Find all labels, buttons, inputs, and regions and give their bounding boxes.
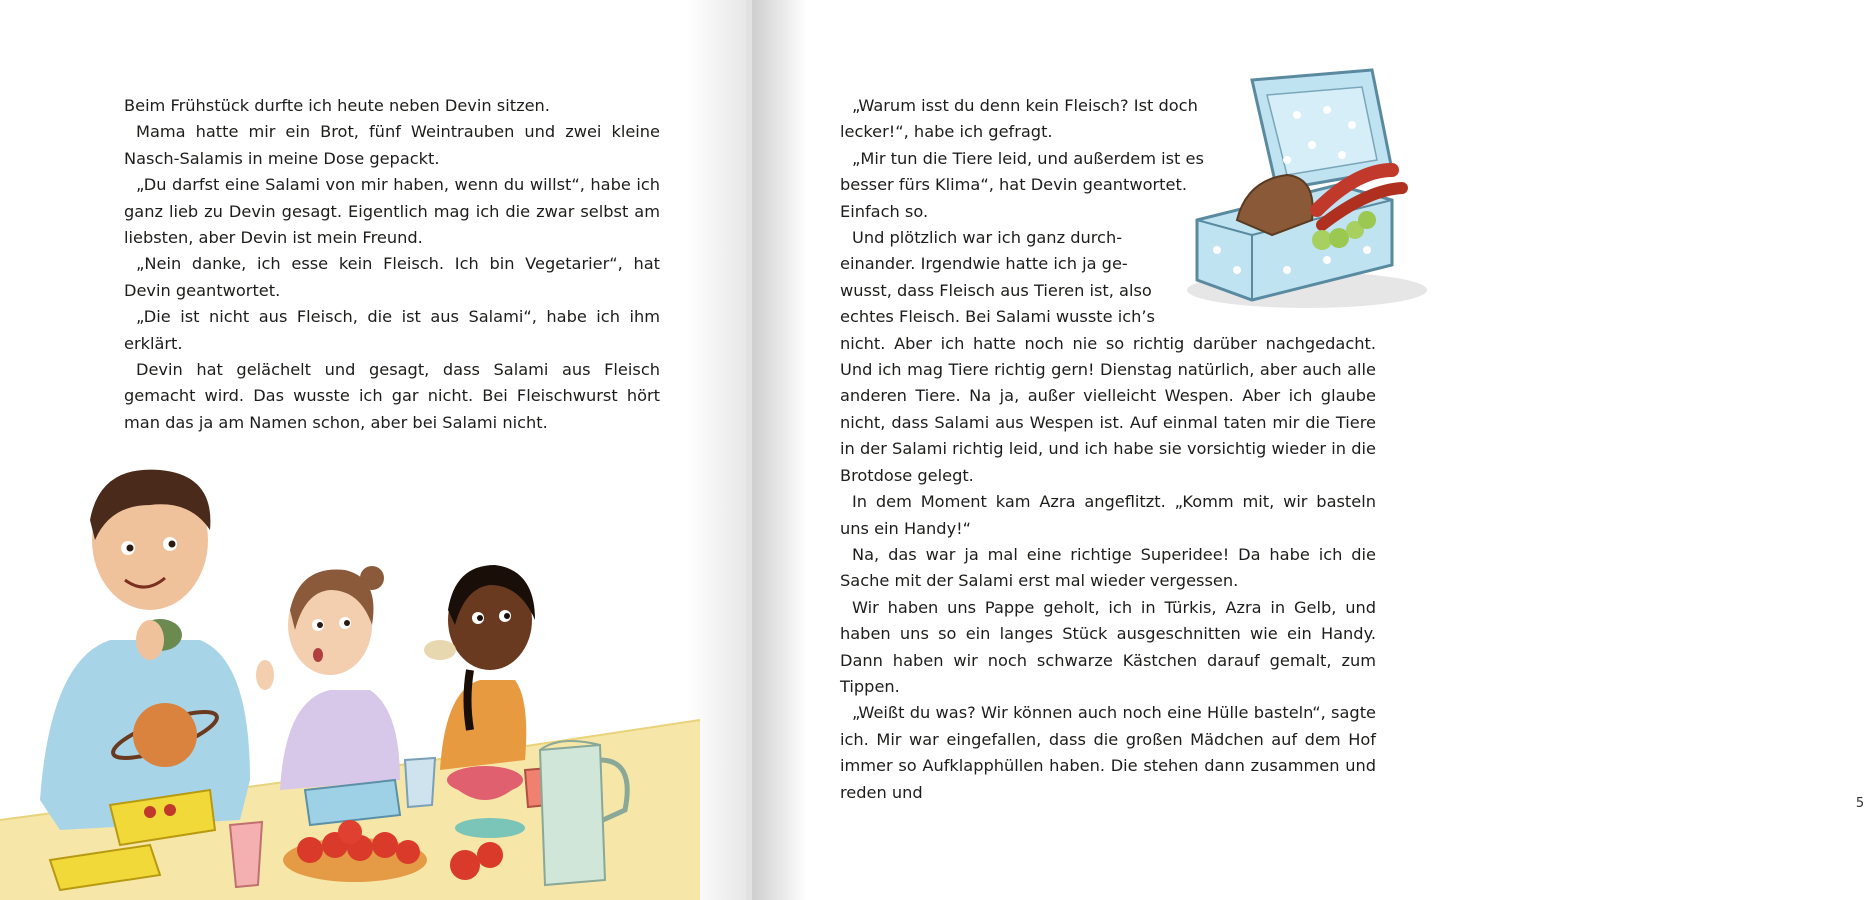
page-number: 5 [1855, 796, 1865, 811]
paragraph: „Du darfst eine Salami von mir haben, wenn du willst“, habe ich ganz lieb zu Devin gesagt. Eigentlich mag ich die zwar selbst am liebsten, aber Devin ist mein Freund. [124, 175, 660, 248]
right-page-text [840, 93, 1376, 806]
text-line: lecker!“, habe ich gefragt. [840, 122, 1053, 142]
paragraph: nicht. Aber ich hatte noch nie so richtig darüber nachgedacht. Und ich mag Tiere richtig gern! Dienstag natürlich, aber auch alle anderen Tiere. Na ja, außer vielleicht Wespen. Aber ich glaube nicht, dass Salami aus Wespen ist. Auf einmal taten mir die Tiere in der Salami richtig leid, und ich habe sie vorsichtig wieder in die Brotdose gelegt. [840, 333, 1376, 485]
left-page [0, 0, 748, 900]
paragraph: „Die ist nicht aus Fleisch, die ist aus Salami“, habe ich ihm erklärt. [124, 307, 660, 353]
text-line: Und plötzlich war ich ganz durch- [852, 228, 1123, 248]
text-line: „Mir tun die Tiere leid, und außerdem ist es [852, 148, 1204, 168]
paragraph: Beim Frühstück durfte ich heute neben Devin sitzen. [124, 96, 550, 115]
text-line: „Warum isst du denn kein Fleisch? Ist doch [852, 96, 1198, 115]
paragraph: Na, das war ja mal eine richtige Superidee! Da habe ich die Sache mit der Salami erst mal wieder vergessen. [840, 544, 1376, 591]
text-line: wusst, dass Fleisch aus Tieren ist, also [840, 280, 1152, 300]
left-page-text [124, 93, 660, 436]
paragraph: In dem Moment kam Azra angeflitzt. „Komm mit, wir basteln uns ein Handy!“ [840, 492, 1376, 538]
breakfast-table-illustration [0, 460, 700, 900]
paragraph: „Nein danke, ich esse kein Fleisch. Ich bin Vegetarier“, hat Devin geantwortet. [124, 254, 660, 300]
paragraph: „Weißt du was? Wir können auch noch eine Hülle basteln“, sagte ich. Mir war eingefallen, dass die großen Mädchen auf dem Hof immer so Aufklapphüllen haben. Die stehen dann zusammen und reden und [840, 703, 1376, 802]
text-line: echtes Fleisch. Bei Salami wusste ich’s [840, 307, 1155, 327]
right-gutter-shadow [752, 0, 807, 900]
text-line: besser fürs Klima“, hat Devin geantwortet. [840, 175, 1187, 195]
paragraph: Devin hat gelächelt und gesagt, dass Salami aus Fleisch gemacht wird. Das wusste ich gar nicht. Bei Fleischwurst hört man das ja am Namen schon, aber bei Salami nicht. [124, 360, 660, 432]
text-line: Einfach so. [840, 201, 929, 221]
paragraph: Mama hatte mir ein Brot, fünf Weintrauben und zwei kleine Nasch-Salamis in meine Dose gepackt. [124, 122, 660, 168]
paragraph: Wir haben uns Pappe geholt, ich in Türkis, Azra in Gelb, und haben uns so ein langes Stück ausgeschnitten wie ein Handy. Dann haben wir noch schwarze Kästchen darauf gemalt, zum Tippen. [840, 597, 1376, 696]
text-line: einander. Irgendwie hatte ich ja ge- [840, 254, 1128, 274]
